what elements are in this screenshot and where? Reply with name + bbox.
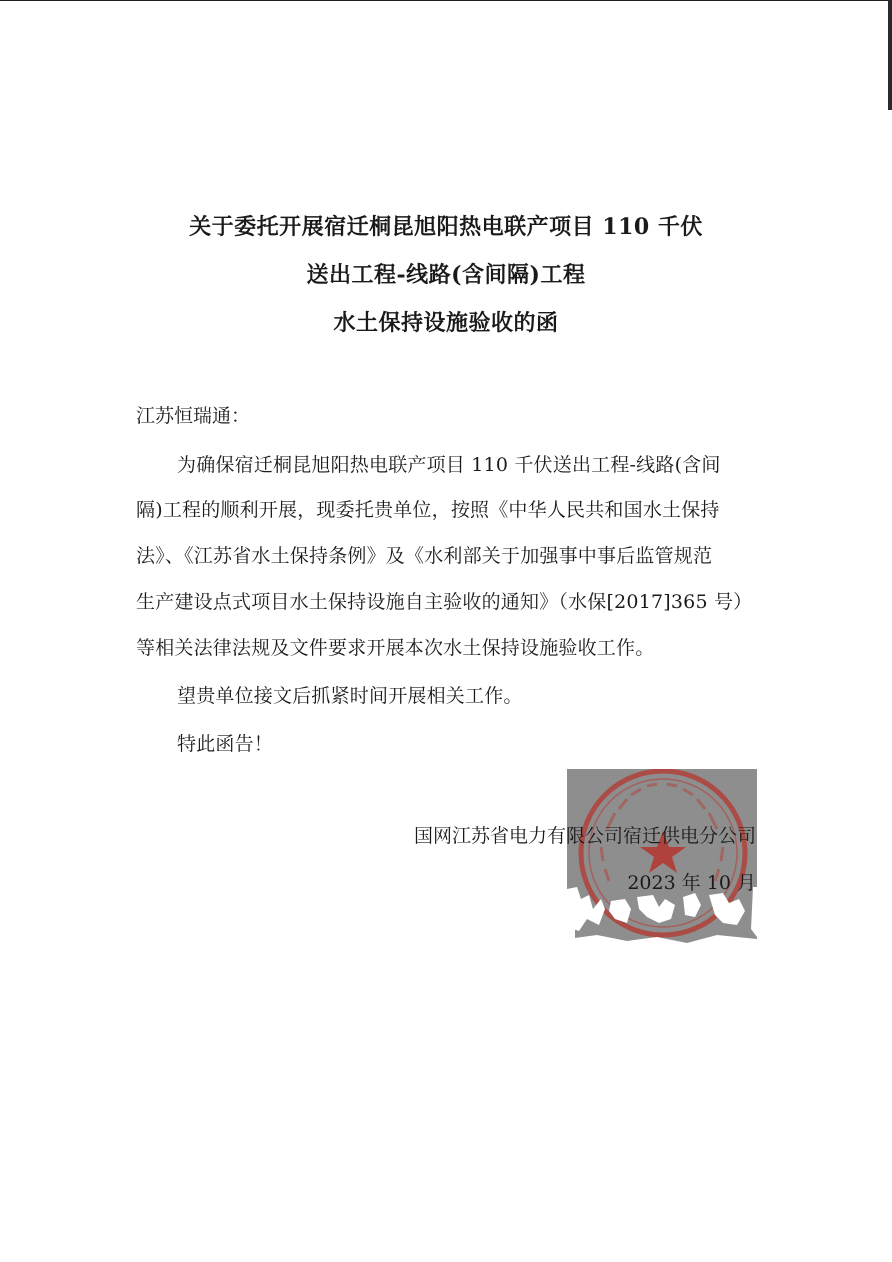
title-line-1: 关于委托开展宿迁桐昆旭阳热电联产项目 110 千伏: [189, 214, 703, 240]
top-border-line: [0, 0, 892, 1]
body-paragraph-1-line-4: 生产建设点式项目水土保持设施自主验收的通知》（水保[2017]365 号）: [136, 591, 753, 613]
body-paragraph-1-line-3: 法》、《江苏省水土保持条例》及《水利部关于加强事中事后监管规范: [136, 545, 713, 567]
closing-remark: 特此函告！: [177, 733, 274, 755]
recipient-salutation: 江苏恒瑞通：: [136, 405, 251, 427]
body-paragraph-1-line-5: 等相关法律法规及文件要求开展本次水土保持设施验收工作。: [136, 637, 655, 659]
title-line-3: 水土保持设施验收的函: [333, 310, 559, 336]
body-paragraph-1-line-1: 为确保宿迁桐昆旭阳热电联产项目 110 千伏送出工程-线路(含间: [177, 454, 721, 476]
official-seal-stamp: [567, 769, 757, 951]
body-paragraph-2: 望贵单位接文后抓紧时间开展相关工作。: [177, 685, 523, 707]
body-paragraph-1-line-2: 隔)工程的顺利开展，现委托贵单位，按照《中华人民共和国水土保持: [136, 499, 720, 521]
scan-edge-shadow: [888, 0, 892, 110]
signing-organization: 国网江苏省电力有限公司宿迁供电分公司: [413, 825, 756, 847]
title-line-2: 送出工程-线路(含间隔)工程: [306, 262, 586, 288]
signature-date: 2023 年 10 月: [627, 872, 756, 894]
